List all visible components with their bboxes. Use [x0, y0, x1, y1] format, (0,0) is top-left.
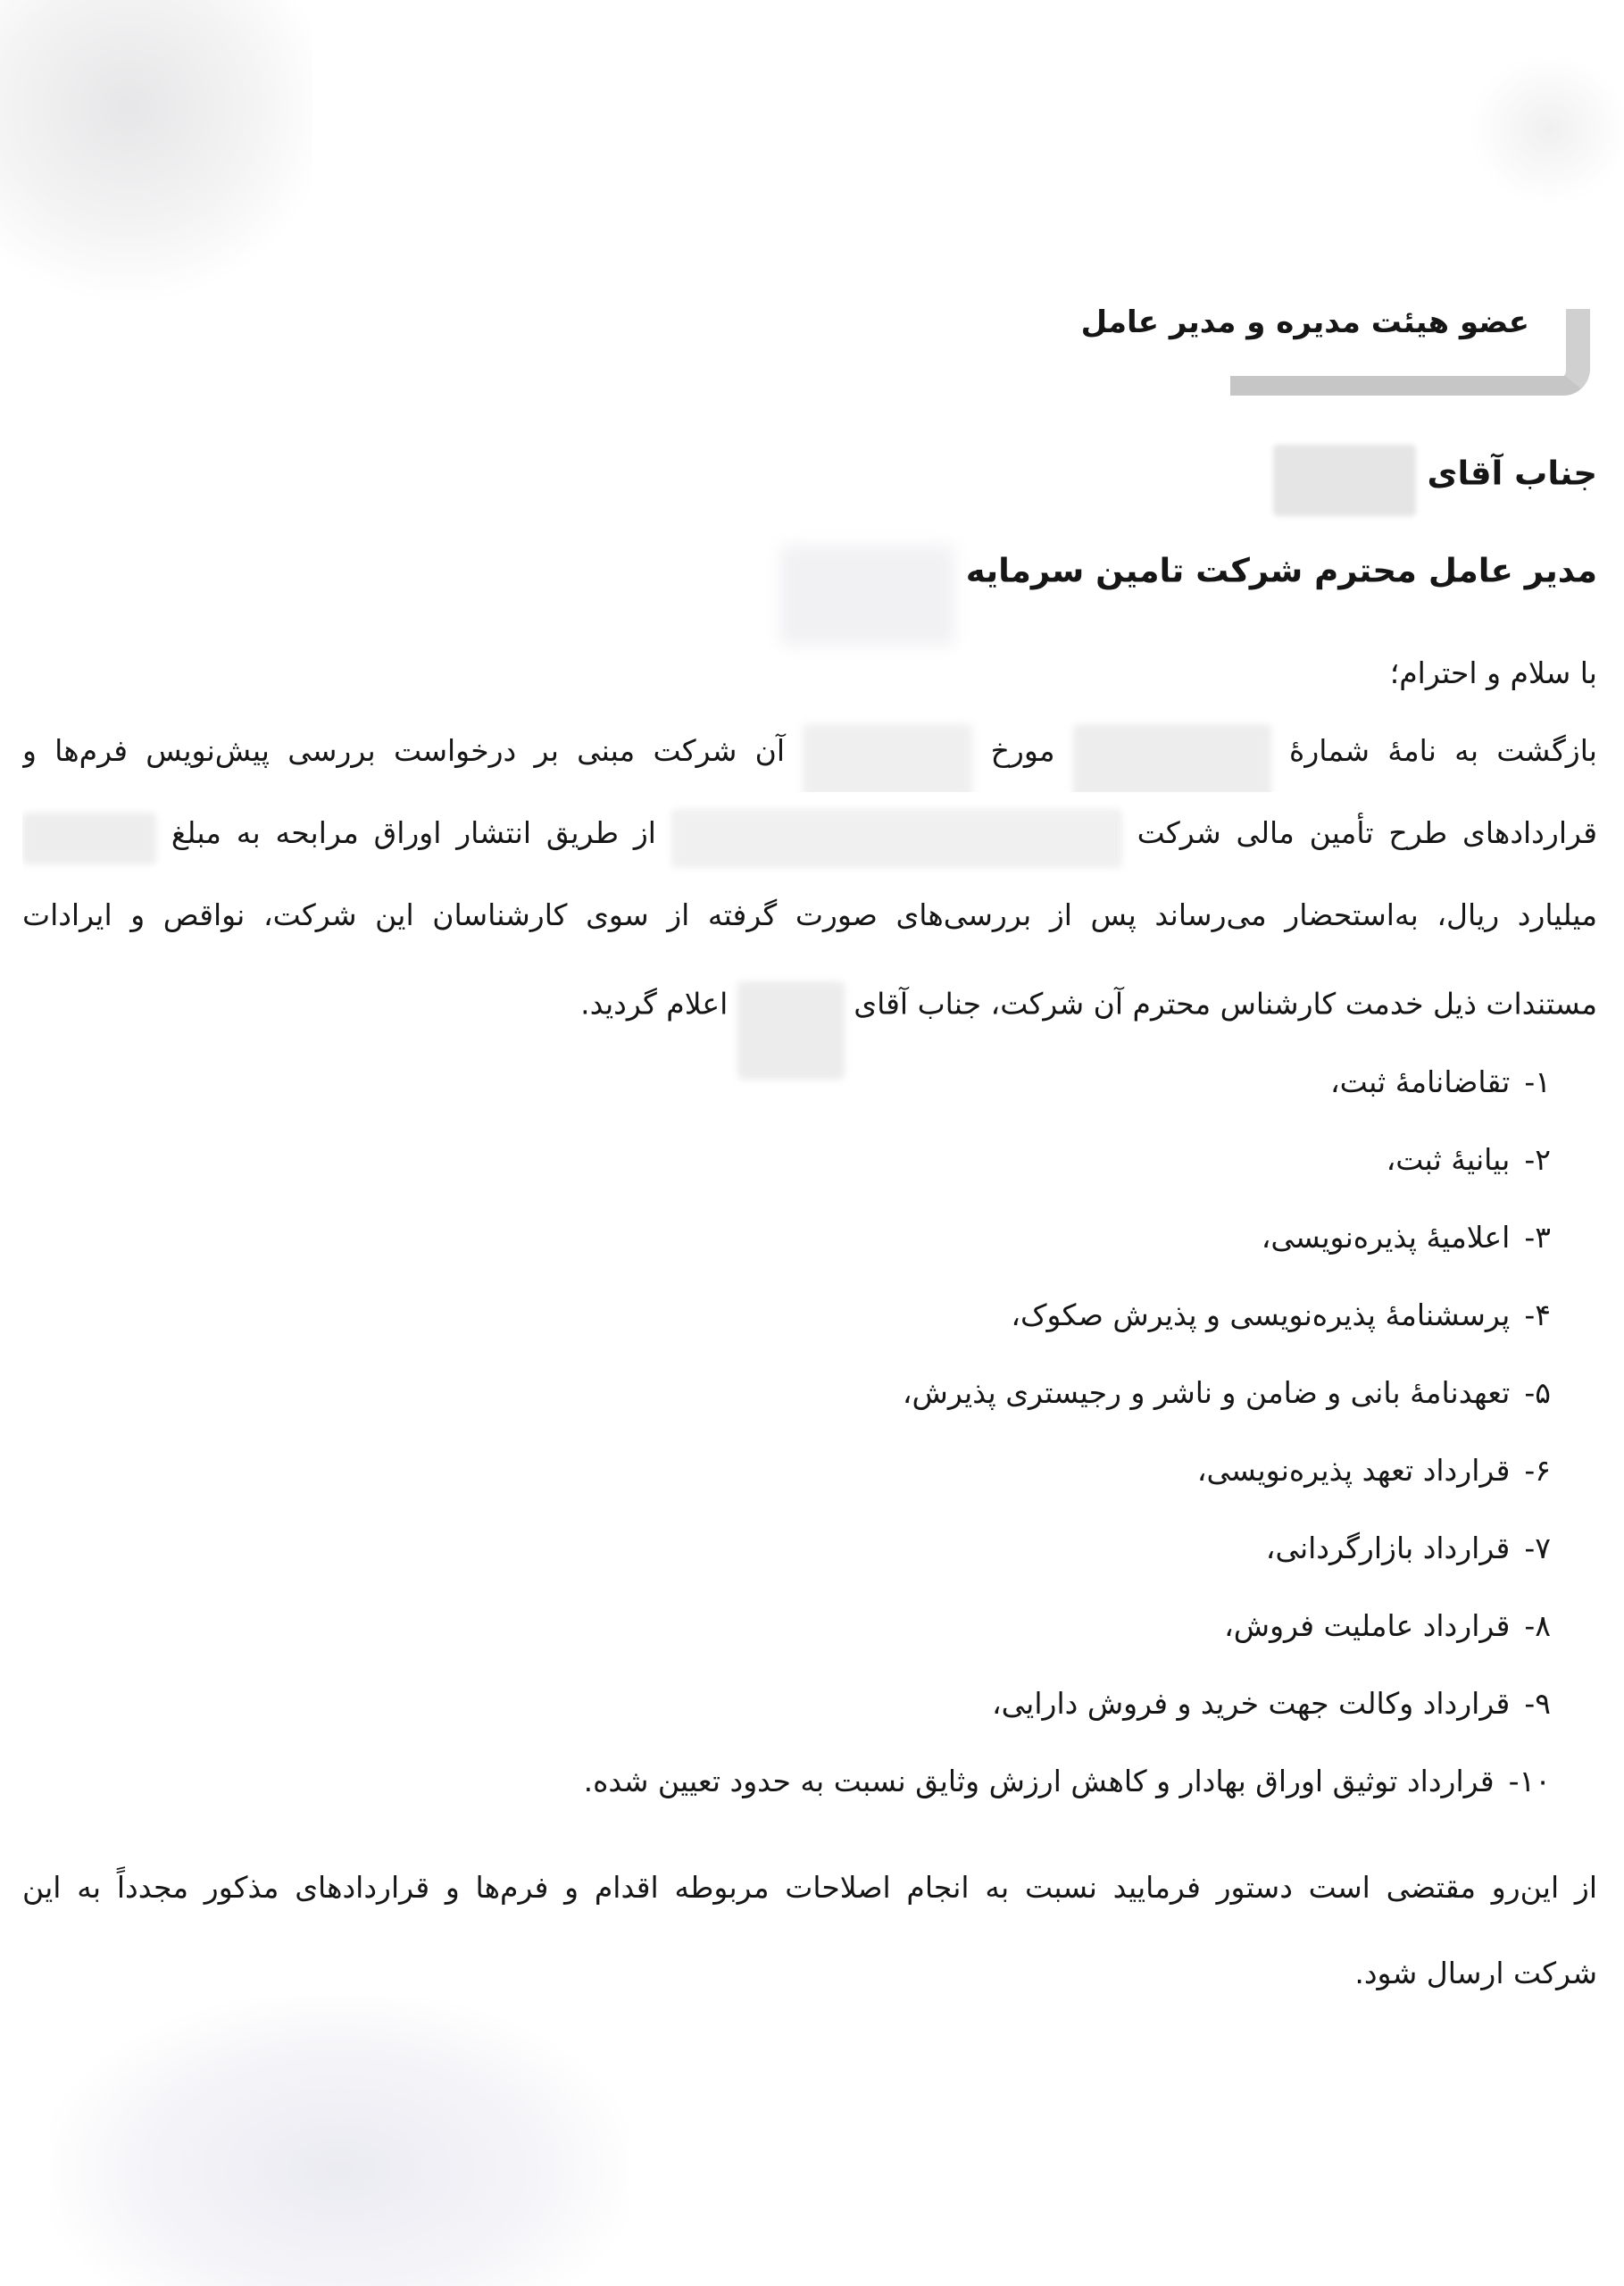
list-item-text: پرسشنامۀ پذیره‌نویسی و پذیرش صکوک، — [1011, 1297, 1511, 1332]
recipient-name-line — [22, 439, 1597, 504]
list-item — [22, 1606, 1551, 1646]
body-paragraph — [22, 710, 1597, 1039]
list-item-text: قرارداد توثیق اوراق بهادار و کاهش ارزش وثایق نسبت به حدود تعیین شده. — [583, 1764, 1495, 1798]
list-item — [22, 1140, 1551, 1180]
list-item-number: ۸- — [1524, 1608, 1551, 1643]
list-item — [22, 1529, 1551, 1568]
redaction-company-name — [671, 809, 1122, 868]
faded-stamp-top-right — [1469, 54, 1624, 205]
recipient-title-text: مدیر عامل محترم شرکت تامین سرمایه — [965, 551, 1597, 590]
sender-role-title: عضو هیئت مدیره و مدیر عامل — [1080, 305, 1529, 340]
list-item-text: قرارداد بازارگردانی، — [1265, 1531, 1511, 1565]
body-text: از طریق انتشار اوراق مرابحه به مبلغ — [171, 815, 656, 850]
list-item-number: ۳- — [1524, 1220, 1551, 1255]
closing-line-1 — [22, 1845, 1597, 1931]
list-item — [22, 1063, 1551, 1102]
body-text: مورخ — [990, 733, 1055, 768]
faded-stamp-bottom-left — [49, 1996, 629, 2286]
list-item-number: ۶- — [1524, 1453, 1551, 1488]
list-item-number: ۱- — [1524, 1064, 1551, 1099]
list-item-number: ۷- — [1524, 1531, 1551, 1565]
list-item — [22, 1762, 1551, 1801]
redaction-letter-date — [803, 724, 972, 793]
corner-bracket-decoration — [1230, 309, 1590, 396]
list-item-number: ۲- — [1524, 1142, 1551, 1177]
list-item-text: تعهدنامۀ بانی و ضامن و ناشر و رجیستری پذیرش، — [902, 1375, 1511, 1410]
body-line-3 — [22, 874, 1597, 956]
body-text: اعلام گردید. — [580, 986, 729, 1022]
body-line-1 — [22, 710, 1597, 792]
list-item-text: قرارداد وکالت جهت خرید و فروش دارایی، — [992, 1686, 1511, 1721]
list-item-number: ۵- — [1524, 1375, 1551, 1410]
list-item — [22, 1373, 1551, 1413]
body-line-2 — [22, 792, 1597, 874]
body-line-4 — [22, 956, 1597, 1039]
body-text: میلیارد ریال، به‌استحضار می‌رساند پس از بررسی‌های صورت گرفته از سوی کارشناسان این شرکت، نواقص و ایرادات — [22, 897, 1597, 932]
list-item-text: اعلامیۀ پذیره‌نویسی، — [1261, 1220, 1511, 1255]
list-item — [22, 1684, 1551, 1723]
list-item — [22, 1218, 1551, 1257]
list-item-text: بیانیۀ ثبت، — [1386, 1142, 1511, 1177]
redaction-amount — [22, 813, 156, 864]
list-item-number: ۴- — [1524, 1297, 1551, 1332]
recipient-title-line — [22, 522, 1597, 590]
list-item-text: تقاضانامۀ ثبت، — [1330, 1064, 1511, 1099]
body-text: قراردادهای طرح تأمین مالی شرکت — [1137, 815, 1597, 850]
list-item — [22, 1451, 1551, 1490]
closing-text: از این‌رو مقتضی است دستور فرمایید نسبت به انجام اصلاحات مربوطه اقدام و فرم‌ها و قراردادهای مذکور مجدداً به این — [22, 1870, 1597, 1905]
list-item — [22, 1296, 1551, 1335]
documents-list — [22, 1063, 1551, 1840]
body-text: مستندات ذیل خدمت کارشناس محترم آن شرکت، جناب آقای — [854, 986, 1597, 1022]
list-item-number: ۱۰- — [1508, 1764, 1551, 1798]
list-item-text: قرارداد عاملیت فروش، — [1224, 1608, 1511, 1643]
closing-line-2: شرکت ارسال شود. — [1354, 1956, 1597, 1990]
greeting-line: با سلام و احترام؛ — [1389, 655, 1597, 690]
closing-paragraph — [22, 1845, 1597, 2016]
list-item-number: ۹- — [1524, 1686, 1551, 1721]
redaction-letter-number — [1073, 724, 1271, 793]
redaction-recipient-name — [1273, 445, 1416, 516]
body-text: بازگشت به نامۀ شمارۀ — [1289, 733, 1597, 768]
faded-stamp-top-left — [0, 0, 312, 299]
list-item-text: قرارداد تعهد پذیره‌نویسی، — [1196, 1453, 1511, 1488]
redaction-company-name-tail — [780, 546, 954, 646]
recipient-salutation: جناب آقای — [1427, 454, 1597, 493]
body-text: آن شرکت مبنی بر درخواست بررسی پیش‌نویس فرم‌ها و — [22, 733, 786, 768]
